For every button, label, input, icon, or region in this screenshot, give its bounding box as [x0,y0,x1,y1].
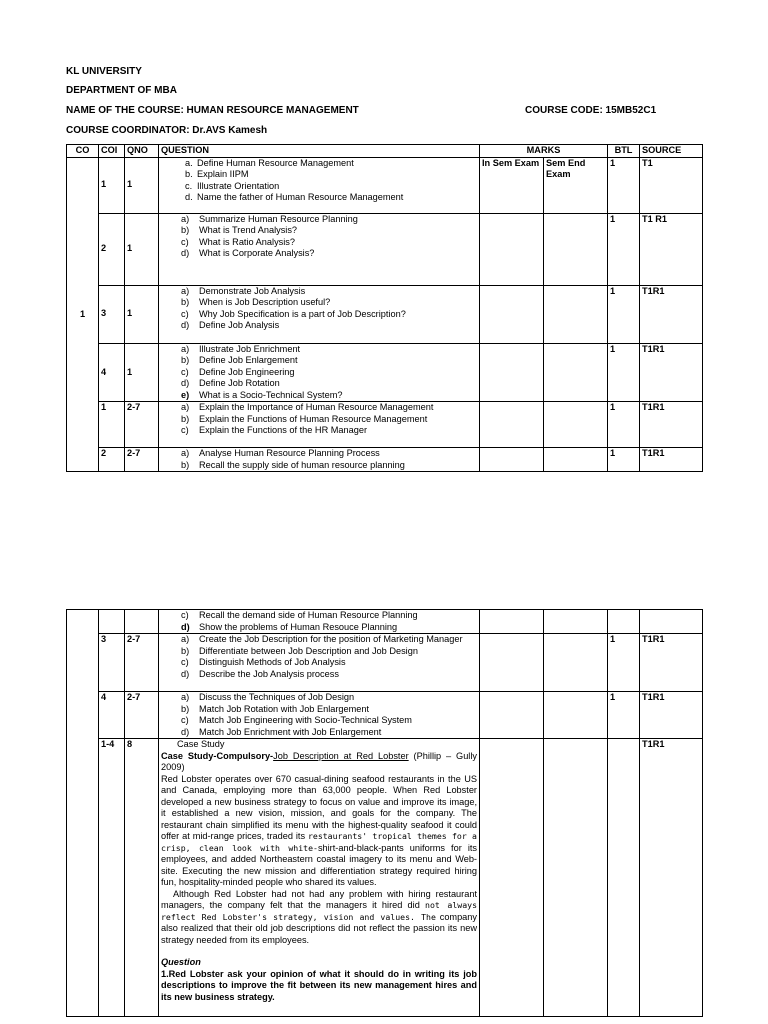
list-item: c) Define Job Engineering [181,366,295,377]
question-cell [159,634,480,692]
question-list [161,214,477,260]
coi-cell: 2 [99,213,125,285]
question-list [161,634,477,680]
question-table-2 [66,609,703,1017]
btl-cell: 1 [608,213,640,285]
qno-cell: 1 [125,343,159,402]
list-item: c) Recall the demand side of Human Resource Planning [181,610,418,620]
list-item: b) Differentiate between Job Description and Job Design [181,645,418,656]
btl-cell: 1 [608,634,640,692]
list-item: c) Match Job Engineering with Socio-Technical System [181,715,412,725]
case-study-title: Case Study-Compulsory-Job Description at Red Lobster (Phillip – Gully 2009) [161,750,477,772]
table-row [67,634,703,692]
qno-cell: 1 [125,285,159,343]
list-item: c) Explain the Functions of the HR Manager [181,425,368,435]
col-source: SOURCE [640,145,703,158]
question-table-1 [66,144,703,472]
case-question-text: 1.Red Lobster ask your opinion of what it should do in writing its job descriptions to improve the fit between its new management hires and its new business strategy. [161,968,477,1002]
source-cell: T1 R1 [640,213,703,285]
list-item: d) Match Job Enrichment with Job Enlargement [181,726,382,737]
table-row [67,692,703,739]
list-item: b) Match Job Rotation with Job Enlargement [181,703,370,714]
table-row [67,157,703,213]
question-list [161,402,477,437]
col-marks: MARKS [480,145,608,158]
list-item: b. Explain IIPM [185,169,249,179]
question-cell [159,157,480,213]
list-item: b) Define Job Enlargement [181,355,298,365]
question-cell [159,213,480,285]
coi-cell: 3 [99,634,125,692]
list-item: b) When is Job Description useful? [181,297,331,307]
co-cell: 1 [67,157,99,472]
coi-cell: 1 [99,157,125,213]
list-item: d) What is Corporate Analysis? [181,248,315,258]
coi-cell: 1-4 [99,739,125,1017]
list-item: b) Recall the supply side of human resource planning [181,459,405,470]
coi-cell: 4 [99,692,125,739]
btl-cell: 1 [608,402,640,448]
question-list [161,448,477,471]
in-sem-exam-label: In Sem Exam [480,157,544,213]
qno-cell: 2-7 [125,448,159,472]
table-row [67,448,703,472]
list-item: a) Discuss the Techniques of Job Design [181,692,355,702]
list-item: a) Illustrate Job Enrichment [181,343,301,354]
coi-cell: 2 [99,448,125,472]
source-cell: T1R1 [640,739,703,1017]
list-item: a) Demonstrate Job Analysis [181,285,306,296]
list-item: c. Illustrate Orientation [185,180,280,191]
list-item: e) What is a Socio-Technical System? [181,389,343,400]
qno-cell: 2-7 [125,692,159,739]
question-cell [159,692,480,739]
question-cell [159,285,480,343]
course-name: NAME OF THE COURSE: HUMAN RESOURCE MANAGEMENT [66,105,359,116]
question-list [161,344,477,402]
source-cell: T1 [640,157,703,213]
list-item: a. Define Human Resource Management [185,157,354,168]
btl-cell: 1 [608,448,640,472]
source-cell: T1R1 [640,448,703,472]
qno-cell: 1 [125,213,159,285]
col-coi: COI [99,145,125,158]
list-item: c) Distinguish Methods of Job Analysis [181,657,346,667]
btl-cell: 1 [608,343,640,402]
list-item: d) Show the problems of Human Resouce Planning [181,621,398,632]
col-qno: QNO [125,145,159,158]
course-coordinator: COURSE COORDINATOR: Dr.AVS Kamesh [66,125,268,136]
list-item: a) Create the Job Description for the position of Marketing Manager [181,634,463,644]
coi-cell: 3 [99,285,125,343]
list-item: c) What is Ratio Analysis? [181,236,295,247]
question-cell [159,448,480,472]
col-question: QUESTION [159,145,480,158]
source-cell: T1R1 [640,692,703,739]
list-item: b) Explain the Functions of Human Resource Management [181,413,428,424]
btl-cell: 1 [608,157,640,213]
course-code: COURSE CODE: 15MB52C1 [525,105,657,116]
list-item: d) Define Job Rotation [181,378,280,388]
list-item: a) Explain the Importance of Human Resource Management [181,402,434,412]
question-list [161,610,477,633]
btl-cell: 1 [608,692,640,739]
question-label: Question [161,957,201,967]
coi-cell: 4 [99,343,125,402]
question-list [161,286,477,332]
source-cell: T1R1 [640,343,703,402]
source-cell: T1R1 [640,285,703,343]
university-name: KL UNIVERSITY [66,66,142,77]
list-item: d. Name the father of Human Resource Management [185,192,404,202]
table-row [67,739,703,1017]
col-btl: BTL [608,145,640,158]
table-row [67,402,703,448]
list-item: d) Describe the Job Analysis process [181,668,339,679]
list-item: b) What is Trend Analysis? [181,225,298,235]
sem-end-exam-label: Sem End Exam [544,157,608,213]
question-cell [159,343,480,402]
department-name: DEPARTMENT OF MBA [66,85,177,96]
case-paragraph-1: Red Lobster operates over 670 casual-dining seafood restaurants in the US and Canada, employing more than 63,000 people. When Red Lobster developed a new business strategy to focus on value and improve its image, it established a new vision, mission, and goals for the company. The restaurant chain simplified its menu with the highest-quality seafood it could offer at mid-range prices, traded its restaurants' tropical themes for a crisp, clean look with white-shirt-and-black-pants uniforms for its employees, and added Northeastern coastal imagery to its menu and Web-site. Executing the new mission and differentiation strategy required hiring fun, hospitality-minded people who shared its values. [161,773,478,887]
list-item: a) Summarize Human Resource Planning [181,213,358,224]
table-row [67,285,703,343]
table-header-row [67,145,703,158]
question-list [161,158,477,204]
source-cell: T1R1 [640,402,703,448]
list-item: d) Define Job Analysis [181,320,280,330]
qno-cell: 1 [125,157,159,213]
case-paragraph-2: Although Red Lobster had not had any problem with hiring restaurant managers, the company felt that the managers it hired did not always reflect Red Lobster's strategy, vision and values. The company also realized that their old job descriptions did not reflect the passion its new strategy needed from its employees. [161,888,477,945]
coi-cell: 1 [99,402,125,448]
case-study-cell [159,739,480,1017]
case-study-label: Case Study [177,739,225,749]
table-row [67,343,703,402]
col-co: CO [67,145,99,158]
question-cell [159,610,480,634]
question-cell [159,402,480,448]
source-cell: T1R1 [640,634,703,692]
table-row [67,213,703,285]
qno-cell: 2-7 [125,634,159,692]
btl-cell: 1 [608,285,640,343]
table-row [67,610,703,634]
qno-cell: 2-7 [125,402,159,448]
list-item: a) Analyse Human Resource Planning Process [181,448,380,458]
qno-cell: 8 [125,739,159,1017]
list-item: c) Why Job Specification is a part of Job Description? [181,308,406,319]
question-list [161,692,477,738]
